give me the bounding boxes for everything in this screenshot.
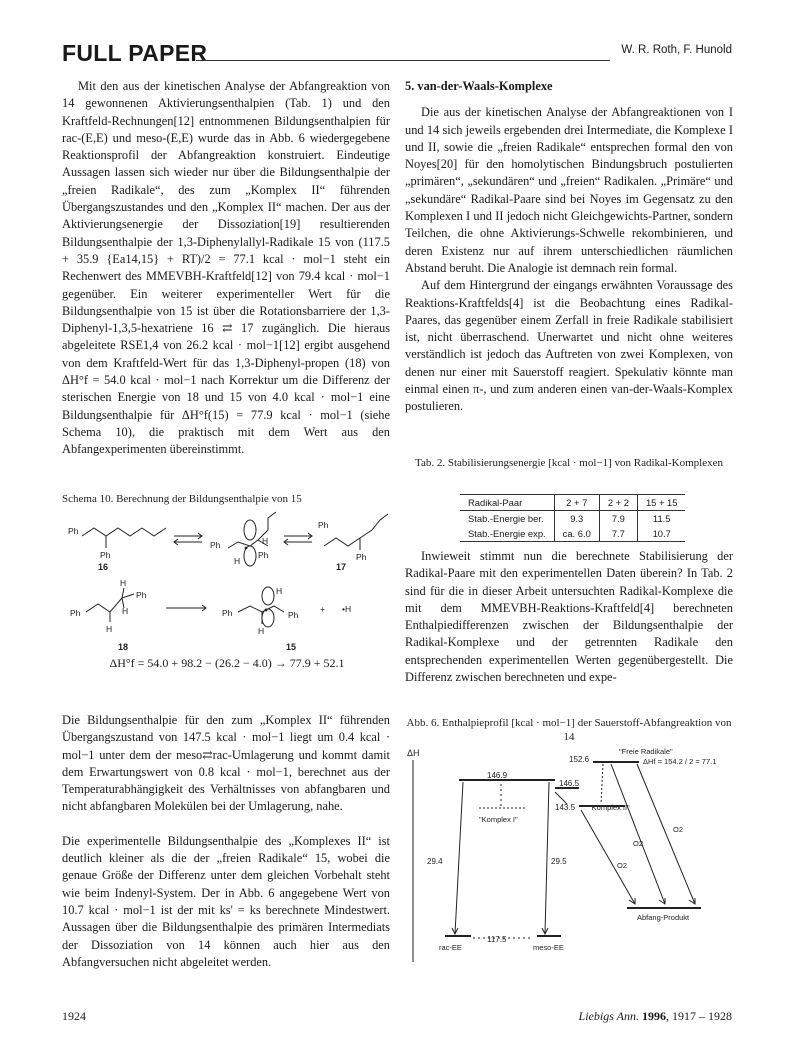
- label-gap-right: 29.5: [551, 857, 567, 866]
- table-cell: 10.7: [637, 526, 685, 542]
- scheme-plus: +: [320, 604, 325, 614]
- level-base: 117.5: [487, 935, 507, 944]
- level-ts-right: 146.5: [559, 779, 580, 788]
- table-row: [460, 526, 685, 542]
- author-line: W. R. Roth, F. Hunold: [621, 44, 732, 56]
- scheme-10-diagram: [62, 508, 392, 656]
- header-rule: [196, 60, 610, 61]
- level-ts-main: 146.9: [487, 771, 508, 780]
- table-cell: Stab.-Energie ber.: [468, 513, 544, 524]
- label-gap-left: 29.4: [427, 857, 443, 866]
- section-heading: 5. van-der-Waals-Komplexe: [405, 79, 553, 93]
- table-cell: 9.3: [554, 511, 599, 527]
- table-header-cell: 2 + 2: [599, 495, 637, 511]
- axis-label: ΔH: [407, 748, 420, 758]
- scheme-h-4: H: [122, 606, 129, 616]
- left-column-bottom: [62, 712, 390, 971]
- scheme-caption: Schema 10. Berechnung der Bildungsenthalpie von 15: [62, 493, 302, 505]
- scheme-h-3: H: [120, 578, 127, 588]
- scheme-ph-7: Ph: [70, 608, 81, 618]
- scheme-ph-3: Ph: [210, 540, 221, 550]
- scheme-ph-2: Ph: [100, 550, 111, 560]
- table-cell: ca. 6.0: [554, 526, 599, 542]
- compound-16-label: 16: [98, 562, 109, 572]
- left-column-top: [62, 78, 390, 459]
- figure-caption: Abb. 6. Enthalpieprofil [kcal · mol−1] der Sauerstoff-Abfangreaktion von 14: [406, 717, 732, 743]
- label-o2-c: O2: [673, 825, 684, 834]
- compound-18-label: 18: [118, 642, 129, 652]
- journal-year: 1996: [642, 1009, 666, 1023]
- paragraph-kraftfeld: Auf dem Hintergrund der eingangs erwähnten Voraussage des Reaktions-Kraftfelds[4] ist die Beobachtung eines Radikal-Paares, das gegenüber einem Zerfall in freie Radikale stabilisiert ist, nicht überraschend. Unerwartet und nicht ohne weiteres verständlich ist jedoch das Auftreten von zwei Komplexen, von denen nur einer mit Sauerstoff reagiert. Spekulativ könnte man einmal einen π-, und zum anderen einen van-der-Waals-Komplex postulieren.: [405, 278, 733, 414]
- table-header-cell: 15 + 15: [637, 495, 685, 511]
- table-cell: 7.9: [599, 511, 637, 527]
- label-o2-b: O2: [633, 839, 644, 848]
- table-cell: 7.7: [599, 526, 637, 542]
- paragraph-intermediate: Die aus der kinetischen Analyse der Abfangreaktionen von I und 14 sich jeweils ergebenden drei Intermediate, die Komplexe I und II, sowie die „freien Radikale“ entsprechen formal den von Noyes[20] für den homolytischen Bindungsbruch postulierten „primären“, „sekundären“ und „freien“ Radikalen. „Primäre“ und „sekundäre“ Radikal-Paare sind bei Noyes im Gegensatz zu den Komplexen I und II jedoch nicht Gleichgewichts-Partner, sondern Teilchen, die ohne Aktivierungs-Schwelle rekombinieren, und deren Existenz nur auf ihrem unterschiedlichen räumlichen Abstand beruht. Die Analogie ist demnach rein formal.: [405, 105, 733, 275]
- paragraph-komplex-ii-exp: Die experimentelle Bildungsenthalpie des „Komplexes II“ ist deutlich kleiner als die der „freien Radikale“ 15, wobei die genaue Größe der Differenz unter dem gleichen Vorbehalt steht wie beim Indenyl-System. Der in Abb. 6 angegebene Wert von 10.7 kcal · mol−1 ist der mit ks' = ks berechnete Mindestwert. Aussagen über die Bildungsenthalpie des primären Intermediats der Dissoziation von 14 können auch hier aus den Abfangversuchen nicht abgeleitet werden.: [62, 833, 390, 969]
- label-komplex-i: "Komplex I": [479, 815, 518, 824]
- label-rac-ee: rac-EE: [439, 943, 462, 952]
- label-o2-a: O2: [617, 861, 628, 870]
- scheme-h-2: H: [262, 536, 269, 546]
- table-header-cell: Radikal-Paar: [460, 495, 554, 511]
- paragraph-stabilisierung: Inwieweit stimmt nun die berechnete Stabilisierung der Radikal-Paare mit den experimentellen Daten überein? In Tab. 2 sind für die in dieser Arbeit untersuchten Radikal-Komplexe die mit dem MMEVBH-Reaktions-Kraftfeld[4] berechneten Enthalpiedifferenzen zwischen der Bildungsenthalpie der Radikal-Komplexe und der getrennten Radikale den entsprechenden experimentellen Werten gegenübergestellt. Die Differenz zwischen berechneten und expe-: [405, 549, 733, 685]
- level-free-radicals: 152.6: [569, 755, 590, 764]
- scheme-h-1: H: [234, 556, 241, 566]
- compound-15-label: 15: [286, 642, 297, 652]
- scheme-h-radical: •H: [342, 604, 352, 614]
- table-cell: 11.5: [637, 511, 685, 527]
- label-komplex-ii: "Komplex II": [589, 803, 630, 812]
- paragraph-komplex-ii-ts: Die Bildungsenthalpie für den zum „Komplex II“ führenden Übergangszustand von 147.5 kcal · mol−1 liegt um 0.4 kcal · mol−1 unter dem der meso⇄rac-Umlagerung und kommt damit dem Erwartungswert von 0.8 kcal · mol−1, berechnet aus der Temperaturabhängigkeit des Verhältnisses von abfangbaren und nicht abfangbaren Molekülen bei der Umlagerung, nahe.: [62, 713, 390, 814]
- enthalpy-profile-diagram: [405, 748, 735, 980]
- page-number: 1924: [62, 1009, 86, 1023]
- table-caption: Tab. 2. Stabilisierungsenergie [kcal · mol−1] von Radikal-Komplexen: [415, 457, 723, 469]
- scheme-ph-6: Ph: [356, 552, 367, 562]
- journal-pages: , 1917 – 1928: [666, 1009, 732, 1023]
- label-free-radicals: "Freie Radikale": [619, 748, 673, 756]
- right-column-top: [405, 78, 733, 416]
- right-column-middle: [405, 548, 733, 686]
- label-free-radicals-calc: ΔHf = 154.2 / 2 = 77.1: [643, 757, 717, 766]
- journal-section-label: FULL PAPER: [62, 40, 208, 66]
- table-cell: Stab.-Energie exp.: [460, 526, 554, 542]
- table-row: [460, 511, 685, 527]
- scheme-h-7: H: [258, 626, 265, 636]
- scheme-ph-5: Ph: [318, 520, 329, 530]
- paragraph-abfang: Mit den aus der kinetischen Analyse der Abfangreaktion von 14 gewonnenen Aktivierungsenthalpien (Tab. 1) und den Kraftfeld-Rechnungen[12] entnommenen Bildungsenthalpien für rac-(E,E) und meso-(E,E) wurde das in Abb. 6 wiedergegebene Reaktionsprofil der Abfangreaktion konstruiert. Eindeutige Aussagen lassen sich wieder nur über die Bildungsenthalpie der „freien Radikale“, des zum „Komplex II“ führenden Übergangszustandes und den „Komplex II“ machen. Der aus der Aktivierungsenergie der Dissoziation[19] resultierenden Bildungsenthalpie der 1,3-Diphenylallyl-Radikale 15 von (117.5 + 35.9 {Ea14,15} + RT)/2 = 77.1 kcal · mol−1 steht ein Rechenwert des MMEVBH-Kraftfeld[12] von 79.4 kcal · mol−1 gegenüber. Ein weiterer experimenteller Wert für die Bildungsenthalpie von 15 ist über die Rotationsbarriere der 1,3-Diphenyl-1,3,5-hexatriene 16 ⇄ 17 zugänglich. Die hieraus abgeleitete RSE1,4 von 26.2 kcal · mol−1[12] ergibt ausgehend von dem Kraftfeld-Wert für das 1,3-Diphenyl-propen (18) von ΔH°f = 54.0 kcal · mol−1 nach Korrektur um die Differenz der sterischen Energie von 18 und 15 von 4.0 kcal · mol−1 eine Bildungsenthalpie für ΔH°f(15) = 77.9 kcal · mol−1 (siehe Schema 10), die praktisch mit dem Wert aus den Abfangexperimenten übereinstimmt.: [62, 79, 390, 457]
- journal-name: Liebigs Ann.: [578, 1009, 639, 1023]
- table-header-cell: 2 + 7: [554, 495, 599, 511]
- scheme-ph-1: Ph: [68, 526, 79, 536]
- scheme-h-6: H: [276, 586, 283, 596]
- scheme-ph-8: Ph: [136, 590, 147, 600]
- scheme-ph-9: Ph: [222, 608, 233, 618]
- scheme-ph-10: Ph: [288, 610, 299, 620]
- label-abfang-produkt: Abfang-Produkt: [637, 913, 690, 922]
- compound-17-label: 17: [336, 562, 347, 572]
- scheme-equation: ΔH°f = 54.0 + 98.2 − (26.2 − 4.0) → 77.9 + 52.1: [109, 656, 345, 670]
- journal-citation: [579, 1009, 732, 1024]
- scheme-h-5: H: [106, 624, 113, 634]
- stabilization-table: [460, 494, 685, 542]
- scheme-ph-4: Ph: [258, 550, 269, 560]
- label-meso-ee: meso-EE: [533, 943, 564, 952]
- level-komplex-ii: 143.5: [555, 803, 576, 812]
